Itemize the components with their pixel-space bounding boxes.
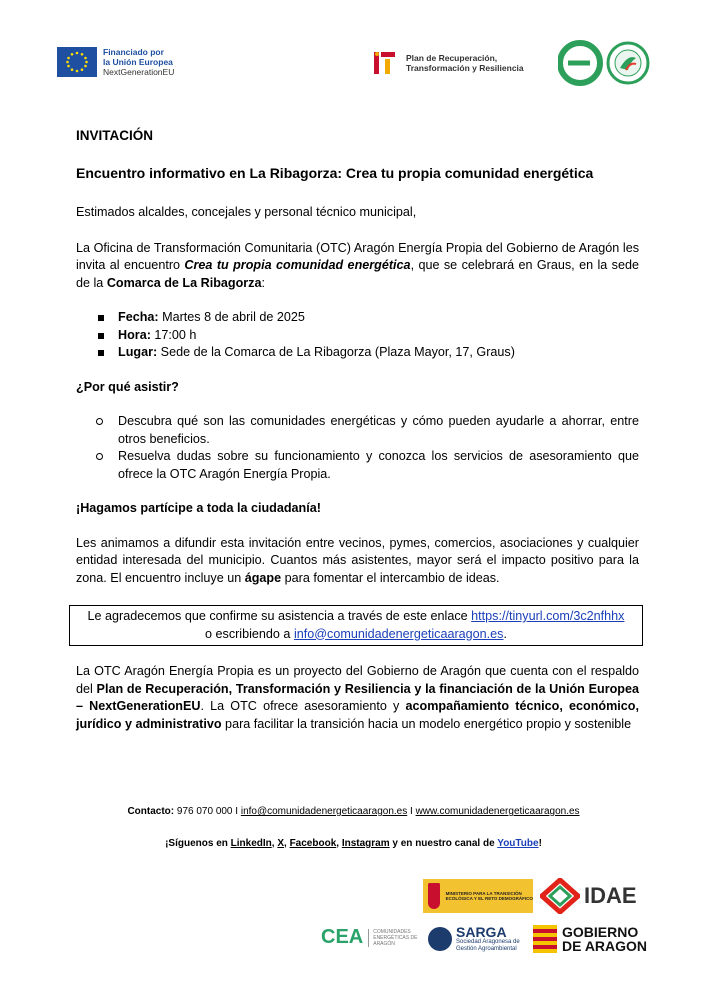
rsvp-text-3: . [503, 626, 507, 641]
social-sep: , [271, 838, 278, 849]
otc-text-2: Plan de Recuperación, Transformación y Resiliencia y la financiación de la Unión Europea – NextGenerationEU [76, 681, 639, 713]
facebook-link[interactable]: Facebook [289, 838, 337, 849]
rsvp-box [69, 605, 643, 646]
cea-text: CEA [321, 926, 364, 948]
otc-logo [558, 40, 654, 86]
participation-heading: ¡Hagamos partícipe a toda la ciudadanía! [76, 501, 321, 515]
agape-word: ágape [244, 570, 282, 585]
gobierno-text-2: DE ARAGON [562, 938, 648, 954]
contact-separator: I [407, 806, 416, 817]
instagram-link[interactable]: Instagram [341, 838, 390, 849]
social-text-2: y en nuestro canal de [389, 838, 498, 849]
recovery-plan-icon [372, 50, 400, 76]
reason-item: Descubra qué son las comunidades energéticas y cómo pueden ayudarle a ahorrar, entre otros beneficios. [96, 413, 639, 448]
event-name: Crea tu propia comunidad energética [184, 258, 411, 272]
detail-value: Sede de la Comarca de La Ribagorza (Plaza Mayor, 17, Graus) [157, 345, 515, 359]
greeting: Estimados alcaldes, concejales y personal técnico municipal, [76, 205, 417, 219]
social-line [0, 838, 707, 849]
social-text-3: ! [538, 838, 542, 849]
detail-value: Martes 8 de abril de 2025 [158, 310, 305, 324]
prtr-line-2: Transformación y Resiliencia [406, 63, 524, 73]
participation-text-1: Les animamos a difundir esta invitación entre vecinos, pymes, comercios, asociaciones y cualquier entidad interesada del municipio. Cuantos más asistentes, mayor será el impacto positivo para la zona. El encuentro incluye un [76, 535, 639, 585]
eu-line-3: NextGenerationEU [103, 67, 175, 77]
eu-flag-icon [57, 47, 97, 77]
detail-label: Hora: [118, 327, 151, 342]
otc-text-3: . La OTC ofrece asesoramiento y [200, 699, 406, 713]
cea-logo [321, 926, 423, 949]
detail-place [96, 344, 639, 362]
prtr-line-1: Plan de Recuperación, [406, 53, 498, 63]
sarga-text: SARGA [456, 924, 507, 940]
gobierno-aragon-logo [533, 925, 647, 953]
gobierno-text-1: GOBIERNO [562, 924, 639, 940]
ministry-logo [423, 879, 533, 913]
rsvp-email-link[interactable]: info@comunidadenergeticaaragon.es [293, 626, 504, 641]
idae-icon [540, 878, 580, 914]
rsvp-link[interactable]: https://tinyurl.com/3c2nfhhx [471, 609, 625, 623]
aragon-flag-icon [533, 925, 557, 953]
idae-text: IDAE [584, 883, 637, 908]
detail-label: Lugar: [118, 345, 158, 359]
rsvp-text-2: o escribiendo a [205, 626, 294, 641]
social-sep: , [336, 838, 342, 849]
idae-logo [540, 876, 652, 916]
otc-text-4: acompañamiento técnico, económico, jurídico y administrativo [76, 699, 639, 731]
event-details-list [96, 309, 639, 362]
ministry-text: MINISTERIO PARA LA TRANSICIÓN ECOLÓGICA Y EL RETO DEMOGRÁFICO [445, 891, 533, 901]
contact-email-link[interactable]: info@comunidadenergeticaaragon.es [240, 806, 408, 817]
sarga-subtext-2: Gestión Agroambiental [456, 946, 517, 952]
detail-date [96, 309, 639, 327]
otc-text-1: La OTC Aragón Energía Propia es un proyecto del Gobierno de Aragón que cuenta con el respaldo del [76, 664, 639, 696]
detail-time [96, 327, 639, 345]
intro-text-3: : [261, 275, 265, 290]
venue-name: Comarca de La Ribagorza [106, 275, 262, 290]
why-attend-heading: ¿Por qué asistir? [76, 379, 179, 394]
social-sep: , [284, 838, 290, 849]
intro-text-2: , que se celebrará en Graus, en la sede de la [76, 258, 639, 290]
participation-paragraph [76, 535, 639, 588]
letter-body [76, 127, 639, 733]
detail-label: Fecha: [118, 310, 159, 324]
linkedin-link[interactable]: LinkedIn [230, 838, 272, 849]
reasons-list [96, 413, 639, 483]
intro-paragraph [76, 240, 639, 293]
otc-description-paragraph [76, 663, 639, 733]
sarga-logo [428, 925, 520, 953]
x-link[interactable]: X [277, 838, 285, 849]
eu-line-1: Financiado por [103, 47, 164, 57]
contact-label: Contacto: [127, 806, 175, 817]
otc-text-5: para facilitar la transición hacia un modelo energético propio y sostenible [221, 716, 632, 731]
detail-value: 17:00 h [150, 327, 197, 342]
sarga-subtext-1: Sociedad Aragonesa de [456, 939, 520, 945]
event-title: Encuentro informativo en La Ribagorza: Crea tu propia comunidad energética [76, 164, 594, 181]
sarga-icon [428, 927, 452, 951]
social-text-1: ¡Síguenos en [165, 838, 231, 849]
rsvp-text-1: Le agradecemos que confirme su asistencia a través de este enlace [87, 609, 472, 623]
contact-line [0, 806, 707, 817]
contact-phone: 976 070 000 I [174, 806, 241, 817]
participation-text-2: para fomentar el intercambio de ideas. [281, 570, 500, 585]
eu-line-2: la Unión Europea [103, 57, 173, 67]
eu-funding-logo [57, 47, 174, 77]
intro-text-1: La Oficina de Transformación Comunitaria (OTC) Aragón Energía Propia del Gobierno de Aragón les invita al encuentro [76, 240, 639, 272]
recovery-plan-logo [372, 50, 524, 76]
invitation-heading: INVITACIÓN [76, 128, 153, 143]
cea-subtext: COMUNIDADES ENERGÉTICAS DE ARAGÓN [368, 929, 423, 947]
ministry-shield-icon [428, 883, 440, 909]
youtube-link[interactable]: YouTube [497, 838, 539, 849]
reason-item: Resuelva dudas sobre su funcionamiento y conozca los servicios de asesoramiento que ofrece la OTC Aragón Energía Propia. [96, 448, 639, 483]
contact-website-link[interactable]: www.comunidadenergeticaaragon.es [415, 806, 580, 817]
